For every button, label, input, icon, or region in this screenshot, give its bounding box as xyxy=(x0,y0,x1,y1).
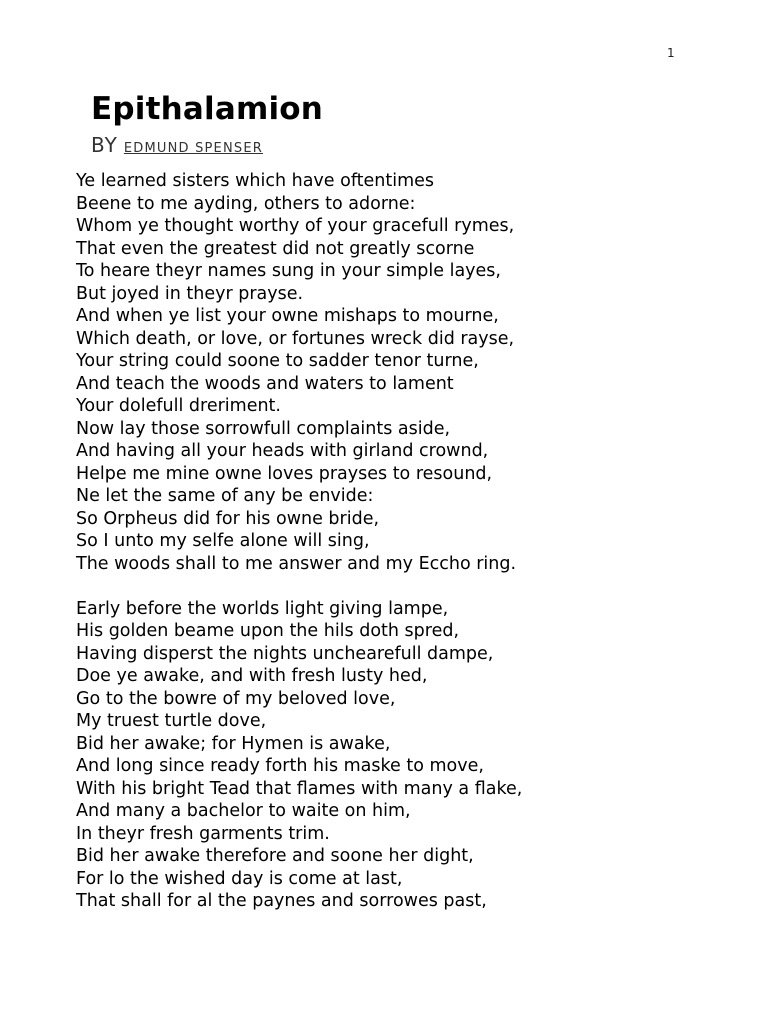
poem-line: Helpe me mine owne loves prayses to resound, xyxy=(76,463,493,484)
poem-line: And when ye list your owne mishaps to mourne, xyxy=(76,306,499,326)
poem-line: My truest turtle dove, xyxy=(76,711,267,731)
poem-line: With his bright Tead that flames with many a flake, xyxy=(76,778,523,799)
poem-line: Beene to me ayding, others to adorne: xyxy=(76,193,416,214)
poem-line: In theyr fresh garments trim. xyxy=(76,823,330,844)
page-number: 1 xyxy=(667,46,675,60)
page-title: Epithalamion xyxy=(91,91,324,127)
poem-line: Ne let the same of any be envide: xyxy=(76,486,374,506)
poem-line: For lo the wished day is come at last, xyxy=(76,868,403,889)
poem-line: Whom ye thought worthy of your gracefull rymes, xyxy=(76,216,515,236)
byline xyxy=(91,133,263,161)
poem-line: Bid her awake; for Hymen is awake, xyxy=(76,733,391,754)
poem-line: Your string could soone to sadder tenor turne, xyxy=(76,351,479,371)
poem-line: That even the greatest did not greatly scorne xyxy=(76,238,475,259)
poem-line: And many a bachelor to waite on him, xyxy=(76,801,411,821)
poem-line: And teach the woods and waters to lament xyxy=(76,373,454,394)
poem-line: Ye learned sisters which have oftentimes xyxy=(76,171,435,191)
poem-line: Now lay those sorrowfull complaints aside, xyxy=(76,418,451,439)
poem-line: But joyed in theyr prayse. xyxy=(76,283,304,304)
poem-line: Early before the worlds light giving lampe, xyxy=(76,598,449,619)
poem-line: So Orpheus did for his owne bride, xyxy=(76,508,380,529)
author-link[interactable]: EDMUND SPENSER xyxy=(123,141,263,156)
poem-line: Your dolefull dreriment. xyxy=(76,396,281,416)
poem-body xyxy=(76,170,736,935)
poem-line: So I unto my selfe alone will sing, xyxy=(76,531,370,551)
poem-line: To heare theyr names sung in your simple layes, xyxy=(76,261,501,281)
poem-line: And long since ready forth his maske to move, xyxy=(76,756,484,776)
stanza-1 xyxy=(76,170,736,575)
poem-line: Go to the bowre of my beloved love, xyxy=(76,688,396,709)
poem-line: The woods shall to me answer and my Eccho ring. xyxy=(76,553,517,574)
poem-line: His golden beame upon the hils doth spred, xyxy=(76,621,460,641)
poem-line: Bid her awake therefore and soone her dight, xyxy=(76,846,474,866)
poem-line: Having disperst the nights unchearefull dampe, xyxy=(76,643,494,664)
poem-line: And having all your heads with girland crownd, xyxy=(76,441,489,461)
stanza-2 xyxy=(76,598,736,913)
poem-line: Doe ye awake, and with fresh lusty hed, xyxy=(76,666,428,686)
byline-prefix: BY xyxy=(91,133,118,157)
poem-line: That shall for al the paynes and sorrowes past, xyxy=(76,891,487,911)
poem-line: Which death, or love, or fortunes wreck did rayse, xyxy=(76,328,515,349)
